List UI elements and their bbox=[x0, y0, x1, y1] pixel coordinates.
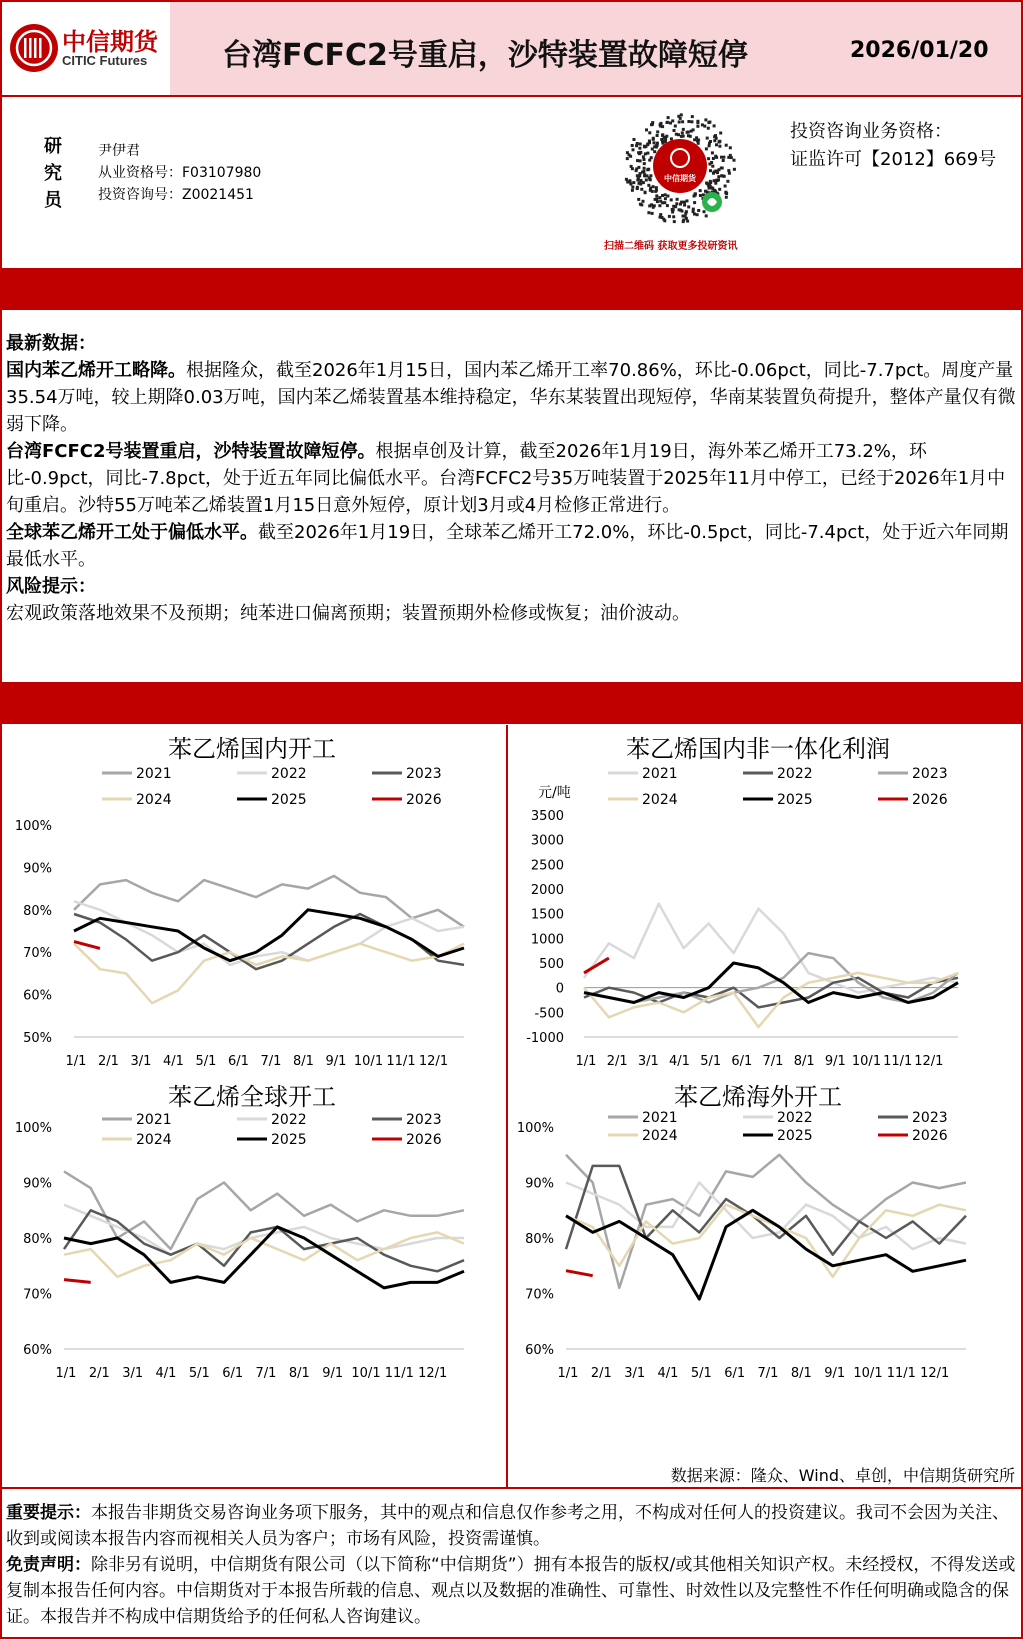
legend-label-2023: 2023 bbox=[912, 766, 948, 782]
legend-label-2025: 2025 bbox=[271, 792, 307, 808]
x-tick-label: 12/1 bbox=[914, 1054, 944, 1069]
x-tick-label: 10/1 bbox=[353, 1054, 384, 1069]
notes-section bbox=[6, 1500, 1018, 1630]
y-tick-label: 60% bbox=[23, 1343, 52, 1358]
paragraph-1-heading: 国内苯乙烯开工略降。 bbox=[6, 360, 186, 381]
x-tick-label: 11/1 bbox=[384, 1366, 414, 1381]
legend-label-2024: 2024 bbox=[642, 1128, 678, 1144]
chart-divider-vertical bbox=[506, 725, 508, 1487]
qr-code[interactable] bbox=[610, 108, 750, 228]
y-tick-label: 2000 bbox=[530, 883, 564, 898]
y-tick-label: 60% bbox=[23, 988, 52, 1004]
qr-caption: 扫描二维码 获取更多投研资讯 bbox=[604, 241, 738, 252]
y-tick-label: 100% bbox=[14, 1121, 52, 1136]
legend-label-2021: 2021 bbox=[136, 766, 172, 782]
paragraph-3-heading: 全球苯乙烯开工处于偏低水平。 bbox=[6, 522, 258, 543]
legend-label-2022: 2022 bbox=[271, 766, 307, 782]
y-axis-unit-label: 元/吨 bbox=[538, 785, 571, 801]
researcher-name: 尹伊君 bbox=[98, 143, 140, 159]
x-tick-label: 8/1 bbox=[793, 1054, 815, 1069]
y-tick-label: 3000 bbox=[530, 833, 564, 849]
x-tick-label: 3/1 bbox=[130, 1054, 152, 1069]
y-tick-label: -1000 bbox=[526, 1031, 564, 1046]
x-tick-label: 4/1 bbox=[155, 1366, 177, 1381]
section-divider-bar bbox=[2, 268, 1021, 310]
x-tick-label: 11/1 bbox=[883, 1054, 913, 1069]
x-tick-label: 3/1 bbox=[624, 1366, 646, 1381]
series-line-2021 bbox=[64, 1171, 464, 1249]
data-source: 数据来源：隆众、Wind、卓创，中信期货研究所 bbox=[670, 1466, 1015, 1485]
x-tick-label: 12/1 bbox=[418, 1054, 449, 1069]
paragraph-2-body: 根据卓创及计算，截至2026年1月19日，海外苯乙烯开工73.2%，环比-0.9pct，同比-7.8pct，处于近五年同比偏低水平。台湾FCFC2号35万吨装置于2025年11月中停工，已经于2026年1月中旬重启。沙特55万吨苯乙烯装置1月15日意外短停，原计划3月或4月检修正常进行。 bbox=[6, 441, 1006, 516]
chart-panel-3 bbox=[15, 1083, 464, 1381]
qr-center-text: 中信期货 bbox=[664, 174, 696, 183]
researcher-label: 研究员 bbox=[44, 136, 62, 211]
x-tick-label: 11/1 bbox=[386, 1054, 416, 1069]
series-line-2026 bbox=[64, 1280, 91, 1283]
y-tick-label: -500 bbox=[534, 1006, 564, 1022]
paragraph-3 bbox=[6, 519, 1018, 573]
legend-label-2024: 2024 bbox=[642, 792, 678, 808]
x-tick-label: 8/1 bbox=[288, 1366, 310, 1381]
paragraph-2 bbox=[6, 438, 1018, 519]
x-tick-label: 7/1 bbox=[757, 1366, 779, 1381]
x-tick-label: 4/1 bbox=[669, 1054, 690, 1069]
researcher-consult-no: 投资咨询号：Z0021451 bbox=[98, 187, 254, 203]
chart-title: 苯乙烯全球开工 bbox=[168, 1083, 336, 1111]
y-tick-label: 70% bbox=[23, 946, 52, 962]
paragraph-1 bbox=[6, 357, 1018, 438]
y-tick-label: 80% bbox=[23, 903, 52, 919]
risk-text: 宏观政策落地效果不及预期；纯苯进口偏离预期；装置预期外检修或恢复；油价波动。 bbox=[6, 603, 690, 624]
x-tick-label: 1/1 bbox=[55, 1366, 77, 1381]
y-tick-label: 50% bbox=[23, 1031, 52, 1046]
x-tick-label: 5/1 bbox=[690, 1366, 712, 1381]
legend-label-2025: 2025 bbox=[777, 792, 813, 808]
disclaimer-label: 免责声明： bbox=[6, 1555, 91, 1575]
y-tick-label: 90% bbox=[23, 1176, 52, 1192]
legend-label-2023: 2023 bbox=[406, 1112, 442, 1128]
legend-label-2023: 2023 bbox=[406, 766, 442, 782]
x-tick-label: 10/1 bbox=[351, 1366, 381, 1381]
x-tick-label: 7/1 bbox=[260, 1054, 282, 1069]
legend-label-2024: 2024 bbox=[136, 792, 172, 808]
x-tick-label: 2/1 bbox=[98, 1054, 119, 1069]
important-note bbox=[6, 1500, 1018, 1552]
legend-label-2021: 2021 bbox=[136, 1112, 172, 1128]
paragraph-2-heading: 台湾FCFC2号装置重启，沙特装置故障短停。 bbox=[6, 441, 376, 462]
legend-label-2022: 2022 bbox=[271, 1112, 307, 1128]
risk-label: 风险提示： bbox=[6, 576, 96, 597]
chart-panel-2 bbox=[526, 735, 958, 1069]
series-line-2022 bbox=[74, 901, 464, 965]
series-line-2026 bbox=[566, 1271, 593, 1276]
x-tick-label: 12/1 bbox=[920, 1366, 950, 1381]
logo bbox=[2, 2, 170, 95]
x-tick-label: 8/1 bbox=[293, 1054, 314, 1069]
license-info bbox=[790, 118, 996, 174]
chart-panel-1 bbox=[15, 735, 464, 1069]
y-tick-label: 0 bbox=[555, 981, 564, 997]
series-line-2022 bbox=[566, 1183, 966, 1250]
logo-text-en: CITIC Futures bbox=[62, 53, 148, 68]
x-tick-label: 6/1 bbox=[222, 1366, 244, 1381]
y-tick-label: 2500 bbox=[530, 858, 564, 874]
y-tick-label: 80% bbox=[23, 1232, 52, 1247]
researcher-qualification: 从业资格号：F03107980 bbox=[98, 165, 262, 181]
disclaimer bbox=[6, 1552, 1018, 1630]
x-tick-label: 7/1 bbox=[255, 1366, 277, 1381]
report-title: 台湾FCFC2号重启，沙特装置故障短停 bbox=[222, 38, 748, 73]
legend-label-2025: 2025 bbox=[271, 1132, 307, 1148]
x-tick-label: 9/1 bbox=[824, 1054, 846, 1069]
x-tick-label: 10/1 bbox=[853, 1366, 883, 1381]
disclaimer-text: 除非另有说明，中信期货有限公司（以下简称“中信期货”）拥有本报告的版权/或其他相关知识产权。未经授权，不得发送或复制本报告任何内容。中信期货对于本报告所载的信息、观点以及数据的准确性、可靠性、时效性以及完整性不作任何明确或隐含的保证。本报告并不构成中信期货给予的任何私人咨询建议。 bbox=[6, 1555, 1016, 1627]
x-tick-label: 4/1 bbox=[657, 1366, 679, 1381]
chart-panel-4 bbox=[517, 1083, 966, 1381]
x-tick-label: 1/1 bbox=[575, 1054, 597, 1069]
chart-title: 苯乙烯国内非一体化利润 bbox=[626, 735, 890, 763]
y-tick-label: 1500 bbox=[530, 907, 564, 923]
legend-label-2022: 2022 bbox=[777, 766, 813, 782]
y-tick-label: 500 bbox=[539, 957, 564, 972]
x-tick-label: 5/1 bbox=[195, 1054, 217, 1069]
x-tick-label: 5/1 bbox=[700, 1054, 722, 1069]
y-tick-label: 90% bbox=[525, 1176, 554, 1192]
legend-label-2026: 2026 bbox=[406, 1132, 442, 1148]
legend-label-2023: 2023 bbox=[912, 1110, 948, 1126]
charts-area bbox=[2, 725, 1021, 1487]
x-tick-label: 1/1 bbox=[557, 1366, 579, 1381]
x-tick-label: 6/1 bbox=[724, 1366, 746, 1381]
x-tick-label: 2/1 bbox=[88, 1366, 110, 1381]
legend-label-2021: 2021 bbox=[642, 766, 678, 782]
x-tick-label: 4/1 bbox=[163, 1054, 184, 1069]
x-tick-label: 2/1 bbox=[590, 1366, 612, 1381]
x-tick-label: 6/1 bbox=[731, 1054, 753, 1069]
chart-section-bar bbox=[2, 682, 1021, 724]
x-tick-label: 9/1 bbox=[322, 1366, 344, 1381]
x-tick-label: 3/1 bbox=[637, 1054, 659, 1069]
latest-data-section bbox=[6, 330, 1018, 627]
paragraph-1-body: 根据隆众，截至2026年1月15日，国内苯乙烯开工率70.86%，环比-0.06pct，同比-7.7pct。周度产量35.54万吨，较上期降0.03万吨，国内苯乙烯装置基本维持稳定，华东某装置出现短停，华南某装置负荷提升，整体产量仅有微弱下降。 bbox=[6, 360, 1016, 435]
x-tick-label: 3/1 bbox=[122, 1366, 144, 1381]
x-tick-label: 1/1 bbox=[65, 1054, 87, 1069]
legend-label-2026: 2026 bbox=[912, 792, 948, 808]
series-line-2021 bbox=[584, 904, 958, 993]
x-tick-label: 5/1 bbox=[188, 1366, 210, 1381]
legend-label-2026: 2026 bbox=[406, 792, 442, 808]
y-tick-label: 100% bbox=[14, 819, 52, 834]
x-tick-label: 11/1 bbox=[886, 1366, 916, 1381]
license-line-1: 投资咨询业务资格： bbox=[790, 121, 952, 142]
x-tick-label: 9/1 bbox=[824, 1366, 846, 1381]
chart-title: 苯乙烯国内开工 bbox=[168, 735, 336, 763]
researcher-info bbox=[98, 140, 261, 206]
legend-label-2024: 2024 bbox=[136, 1132, 172, 1148]
x-tick-label: 12/1 bbox=[418, 1366, 448, 1381]
x-tick-label: 2/1 bbox=[606, 1054, 628, 1069]
license-line-2: 证监许可【2012】669号 bbox=[790, 149, 997, 170]
x-tick-label: 9/1 bbox=[325, 1054, 347, 1069]
x-tick-label: 6/1 bbox=[228, 1054, 249, 1069]
important-text: 本报告非期货交易咨询业务项下服务，其中的观点和信息仅作参考之用，不构成对任何人的投资建议。我司不会因为关注、收到或阅读本报告内容而视相关人员为客户；市场有风险，投资需谨慎。 bbox=[6, 1503, 1009, 1549]
y-tick-label: 3500 bbox=[530, 809, 564, 824]
x-tick-label: 8/1 bbox=[790, 1366, 812, 1381]
y-tick-label: 70% bbox=[23, 1287, 52, 1303]
y-tick-label: 1000 bbox=[530, 932, 564, 948]
chart-title: 苯乙烯海外开工 bbox=[674, 1083, 842, 1111]
legend-label-2022: 2022 bbox=[777, 1110, 813, 1126]
y-tick-label: 70% bbox=[525, 1287, 554, 1303]
y-tick-label: 90% bbox=[23, 861, 52, 877]
citic-logo-icon bbox=[10, 24, 58, 72]
legend-label-2025: 2025 bbox=[777, 1128, 813, 1144]
x-tick-label: 10/1 bbox=[851, 1054, 882, 1069]
paragraph-3-body: 截至2026年1月19日，全球苯乙烯开工72.0%，环比-0.5pct，同比-7.4pct，处于近六年同期最低水平。 bbox=[6, 522, 1009, 570]
chart-divider-bottom bbox=[2, 1487, 1021, 1489]
report-date: 2026/01/20 bbox=[850, 38, 989, 63]
x-tick-label: 7/1 bbox=[762, 1054, 784, 1069]
y-tick-label: 80% bbox=[525, 1232, 554, 1247]
important-label: 重要提示： bbox=[6, 1503, 91, 1523]
logo-text-cn: 中信期货 bbox=[62, 28, 158, 56]
y-tick-label: 60% bbox=[525, 1343, 554, 1358]
legend-label-2021: 2021 bbox=[642, 1110, 678, 1126]
latest-data-label: 最新数据： bbox=[6, 333, 96, 354]
y-tick-label: 100% bbox=[516, 1121, 554, 1136]
report-header bbox=[2, 2, 1021, 97]
legend-label-2026: 2026 bbox=[912, 1128, 948, 1144]
series-line-2024 bbox=[74, 944, 464, 1003]
